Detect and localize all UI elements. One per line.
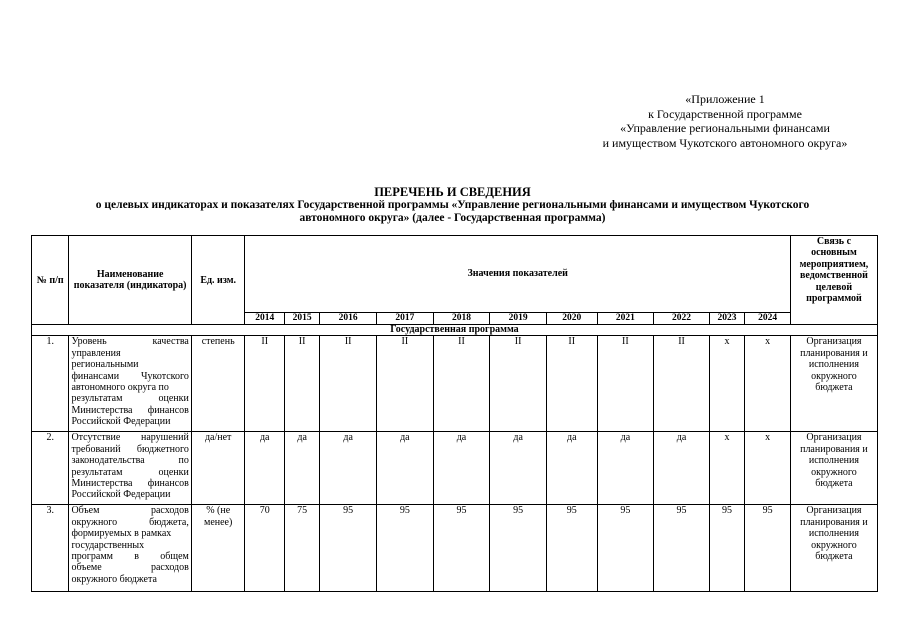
row-unit-line: % (не: [206, 505, 231, 517]
year-cell: 2018: [433, 313, 490, 325]
appendix-line: «Управление региональными финансами: [620, 121, 830, 135]
row-name-line: Уровень качества: [71, 336, 189, 348]
year-cell: 2021: [597, 313, 654, 325]
row-name-line: формируемых в рамках: [71, 528, 172, 540]
document-title: [20, 186, 885, 225]
row-link: [790, 336, 877, 432]
value-cell: да: [546, 432, 597, 505]
value-cell: да: [654, 432, 710, 505]
row-name-line: окружного бюджета: [71, 573, 157, 585]
year-cell: 2014: [245, 313, 284, 325]
row-link-line: планирования и: [800, 347, 868, 359]
row-name-line: региональными: [71, 359, 139, 371]
row-link-line: исполнения: [808, 359, 859, 371]
row-name-line: Отсутствие нарушений: [71, 432, 189, 444]
row-name-line: государственных: [71, 539, 145, 551]
row-link-line: Организация: [806, 336, 862, 348]
section-row: [32, 325, 878, 336]
value-cell: 95: [745, 505, 791, 592]
row-name-line: Объем расходов: [71, 505, 189, 517]
value-cell: 95: [490, 505, 547, 592]
row-num: 3.: [32, 505, 69, 592]
row-name-line: объеме расходов: [71, 562, 189, 574]
value-cell: 70: [245, 505, 284, 592]
row-link-line: окружного: [811, 539, 857, 551]
value-cell: 95: [546, 505, 597, 592]
year-cell: 2024: [745, 313, 791, 325]
row-name-line: Министерства финансов: [71, 478, 189, 490]
value-cell: 95: [377, 505, 434, 592]
appendix-line: и имуществом Чукотского автономного округа»: [602, 135, 848, 150]
title-subtitle-line: о целевых индикаторах и показателях Государственной программы «Управление региональными финансами и имуществом Чукотского: [95, 199, 810, 211]
year-cell: 2015: [284, 313, 319, 325]
year-cell: 2023: [709, 313, 744, 325]
value-cell: II: [654, 336, 710, 432]
row-unit-line: менее): [204, 516, 233, 528]
header-values: Значения показателей: [245, 236, 790, 313]
value-cell: II: [490, 336, 547, 432]
header-unit: Ед. изм.: [191, 236, 245, 325]
value-cell: 75: [284, 505, 319, 592]
section-title: Государственная программа: [32, 325, 878, 336]
row-link-line: окружного: [811, 370, 857, 382]
value-cell: 95: [320, 505, 377, 592]
year-cell: 2020: [546, 313, 597, 325]
value-cell: 95: [654, 505, 710, 592]
value-cell: x: [709, 432, 744, 505]
value-cell: II: [597, 336, 654, 432]
row-link-line: бюджета: [815, 551, 853, 563]
row-unit: да/нет: [191, 432, 245, 505]
row-name-line: автономного округа по: [71, 382, 169, 394]
row-name-line: финансами Чукотского: [71, 370, 189, 382]
value-cell: да: [377, 432, 434, 505]
value-cell: II: [546, 336, 597, 432]
row-link-line: бюджета: [815, 382, 853, 394]
header-num: № п/п: [32, 236, 69, 325]
row-link-line: Организация: [806, 505, 862, 517]
row-unit: [191, 505, 245, 592]
row-name-line: окружного бюджета,: [71, 516, 189, 528]
row-name-line: законодательства по: [71, 455, 189, 467]
header-name: Наименование показателя (индикатора): [69, 236, 191, 325]
row-name: [69, 505, 191, 592]
value-cell: II: [433, 336, 490, 432]
value-cell: да: [433, 432, 490, 505]
year-cell: 2017: [377, 313, 434, 325]
value-cell: II: [320, 336, 377, 432]
value-cell: да: [320, 432, 377, 505]
appendix-line: к Государственной программе: [648, 106, 802, 121]
table-row: [32, 505, 878, 592]
table-row: [32, 432, 878, 505]
row-name-line: управления: [71, 347, 121, 359]
year-cell: 2019: [490, 313, 547, 325]
value-cell: x: [745, 432, 791, 505]
appendix-line: «Приложение 1: [685, 92, 765, 106]
header-link: Связь с основным мероприятием, ведомственной целевой программой: [790, 236, 877, 325]
row-name-line: требований бюджетного: [71, 443, 189, 455]
value-cell: 95: [709, 505, 744, 592]
row-link: [790, 432, 877, 505]
row-link: [790, 505, 877, 592]
row-name-line: результатам оценки: [71, 393, 189, 405]
value-cell: 95: [597, 505, 654, 592]
value-cell: x: [745, 336, 791, 432]
value-cell: x: [709, 336, 744, 432]
table-row: [32, 336, 878, 432]
appendix-note: [560, 92, 890, 150]
row-name-line: Министерства финансов: [71, 404, 189, 416]
year-cell: 2016: [320, 313, 377, 325]
row-link-line: окружного: [811, 466, 857, 478]
value-cell: да: [284, 432, 319, 505]
value-cell: II: [284, 336, 319, 432]
value-cell: 95: [433, 505, 490, 592]
row-link-line: планирования и: [800, 516, 868, 528]
row-num: 2.: [32, 432, 69, 505]
row-name-line: Российской Федерации: [71, 416, 171, 428]
row-name: [69, 432, 191, 505]
row-name-line: результатам оценки: [71, 466, 189, 478]
row-link-line: исполнения: [808, 528, 859, 540]
row-link-line: исполнения: [808, 455, 859, 467]
row-name-line: Российской Федерации: [71, 489, 171, 501]
value-cell: да: [490, 432, 547, 505]
title-subtitle-line: автономного округа» (далее - Государственная программа): [299, 212, 606, 224]
row-link-line: Организация: [806, 432, 862, 444]
row-link-line: планирования и: [800, 443, 868, 455]
row-name: [69, 336, 191, 432]
title-main: ПЕРЕЧЕНЬ И СВЕДЕНИЯ: [374, 185, 531, 199]
row-unit: степень: [191, 336, 245, 432]
row-num: 1.: [32, 336, 69, 432]
value-cell: II: [377, 336, 434, 432]
row-name-line: программ в общем: [71, 551, 189, 563]
value-cell: да: [597, 432, 654, 505]
row-link-line: бюджета: [815, 478, 853, 490]
value-cell: II: [245, 336, 284, 432]
year-cell: 2022: [654, 313, 710, 325]
indicators-table: [31, 235, 878, 592]
value-cell: да: [245, 432, 284, 505]
